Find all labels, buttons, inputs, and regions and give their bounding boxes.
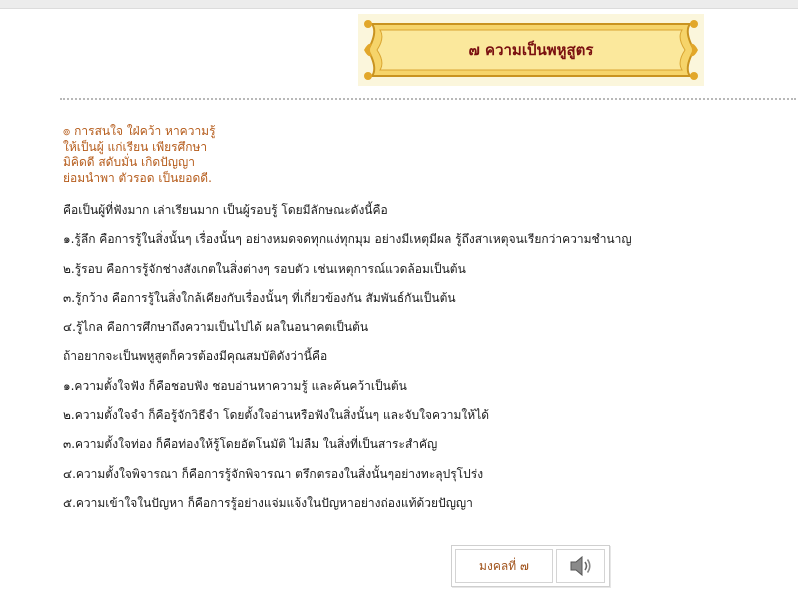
quality-item: ๔.ความตั้งใจพิจารณา ก็คือการรู้จักพิจารณา ตรึกตรองในสิ่งนั้นๆอย่างทะลุปรุโปร่ง [63, 466, 484, 481]
sound-button[interactable] [556, 549, 605, 583]
top-bar [0, 0, 798, 9]
poem-line: ให้เป็นผู้ แก่เรียน เพียรศึกษา [63, 139, 208, 154]
page-title: ๗ ความเป็นพหูสูตร [468, 41, 594, 59]
quality-item: ๑.ความตั้งใจฟัง ก็คือชอบฟัง ชอบอ่านหาความรู้ และค้นคว้าเป็นต้น [63, 378, 407, 393]
mongkol-7-link[interactable]: มงคลที่ ๗ [455, 549, 553, 583]
knowledge-item: ๔.รู้ไกล คือการศึกษาถึงความเป็นไปได้ ผลในอนาคตเป็นต้น [63, 320, 369, 335]
title-banner [358, 14, 704, 86]
qualities-intro: ถ้าอยากจะเป็นพหูสูตก็ควรต้องมีคุณสมบัติดังว่านี้คือ [63, 349, 328, 364]
poem-line: ย่อมนำพา ตัวรอด เป็นยอดดี. [63, 170, 212, 185]
poem-block [63, 124, 216, 186]
speaker-icon [569, 555, 593, 577]
poem-line: ๏ การสนใจ ใฝ่คว้า หาความรู้ [63, 124, 216, 138]
knowledge-item: ๒.รู้รอบ คือการรู้จักช่างสังเกตในสิ่งต่างๆ รอบตัว เช่นเหตุการณ์แวดล้อมเป็นต้น [63, 261, 466, 276]
dotted-divider [60, 98, 796, 100]
quality-item: ๒.ความตั้งใจจำ ก็คือรู้จักวิธีจำ โดยตั้งใจอ่านหรือฟังในสิ่งนั้นๆ และจับใจความให้ได้ [63, 408, 490, 423]
content-body [63, 201, 763, 523]
quality-item: ๓.ความตั้งใจท่อง ก็คือท่องให้รู้โดยอัตโนมัติ ไม่ลืม ในสิ่งที่เป็นสาระสำคัญ [63, 437, 438, 452]
intro-paragraph: คือเป็นผู้ที่ฟังมาก เล่าเรียนมาก เป็นผู้รอบรู้ โดยมีลักษณะดังนี้คือ [63, 203, 388, 217]
quality-item: ๕.ความเข้าใจในปัญหา ก็คือการรู้อย่างแจ่มแจ้งในปัญหาอย่างถ่องแท้ด้วยปัญญา [63, 495, 473, 510]
knowledge-item: ๑.รู้ลึก คือการรู้ในสิ่งนั้นๆ เรื่องนั้นๆ อย่างหมดจดทุกแง่ทุกมุม อย่างมีเหตุมีผล รู้ถึงสาเหตุจนเรียกว่าความชำนาญ [63, 232, 632, 247]
poem-line: มิคิดดี สดับมั่น เกิดปัญญา [63, 155, 195, 169]
knowledge-item: ๓.รู้กว้าง คือการรู้ในสิ่งใกล้เคียงกับเรื่องนั้นๆ ที่เกี่ยวข้องกัน สัมพันธ์กันเป็นต้น [63, 290, 456, 305]
mongkol-nav [451, 545, 610, 587]
